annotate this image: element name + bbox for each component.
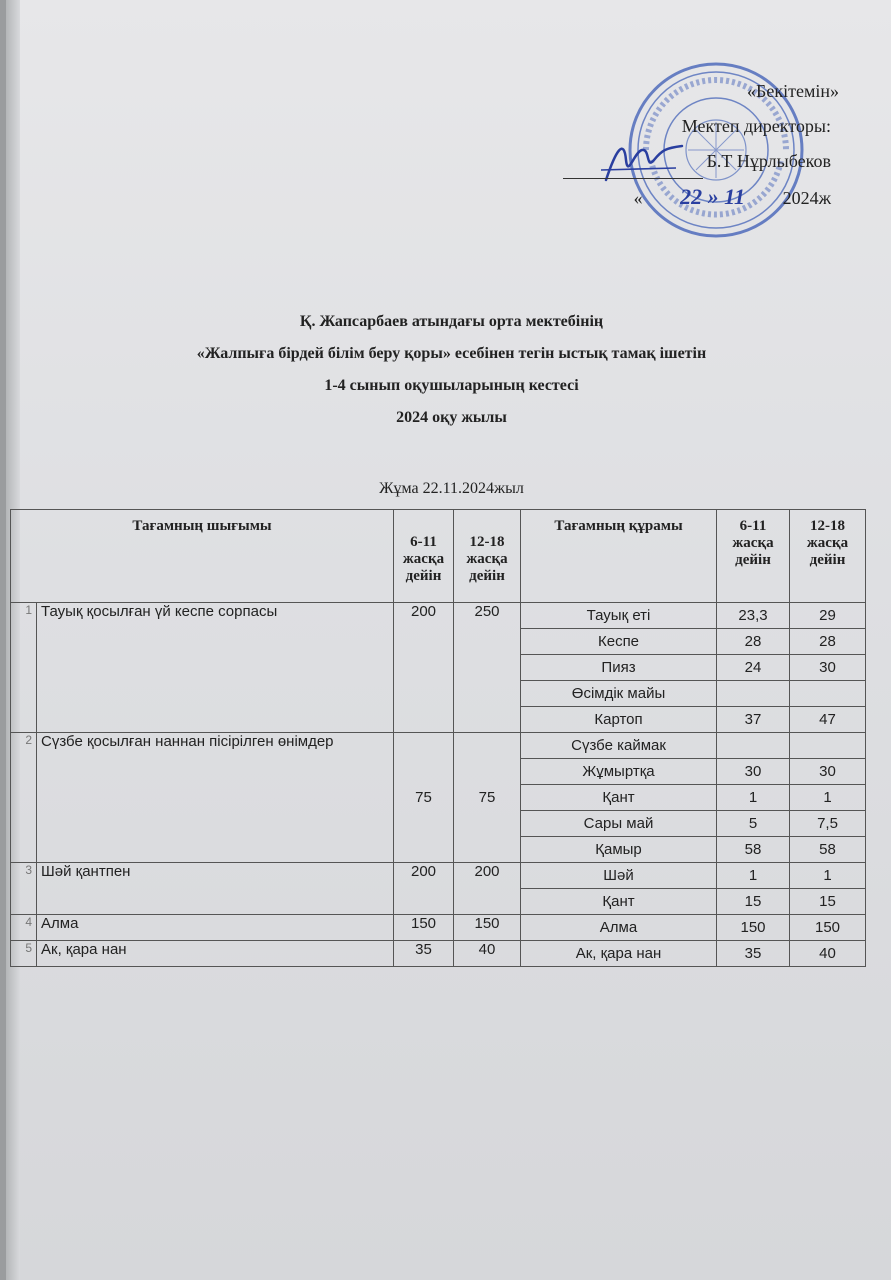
dish-amount-12-18: 75	[454, 733, 521, 863]
table-row	[11, 603, 866, 629]
ingredient-amount-12-18: 7,5	[790, 811, 866, 837]
table-row	[11, 863, 866, 889]
ingredient-amount-12-18: 1	[790, 785, 866, 811]
dish-amount-12-18: 150	[454, 915, 521, 941]
ingredient-amount-6-11	[717, 681, 790, 707]
ingredient-name: Ак, қара нан	[521, 941, 717, 967]
table-row	[11, 941, 866, 967]
dish-name: Сүзбе қосылған наннан пісірілген өнімдер	[37, 733, 394, 863]
table-row	[11, 733, 866, 759]
ingredient-amount-12-18: 15	[790, 889, 866, 915]
approval-director-name: Б.Т Нұрлыбеков	[563, 144, 831, 179]
menu-table-body	[11, 603, 866, 967]
ingredient-name: Өсімдік майы	[521, 681, 717, 707]
dish-amount-6-11: 75	[394, 733, 454, 863]
dish-name: Тауық қосылған үй кеспе сорпасы	[37, 603, 394, 733]
ingredient-amount-6-11: 1	[717, 785, 790, 811]
ingredient-name: Қант	[521, 785, 717, 811]
table-row	[11, 915, 866, 941]
row-number: 2	[11, 733, 37, 863]
dish-amount-12-18: 250	[454, 603, 521, 733]
ingredient-name: Кеспе	[521, 629, 717, 655]
ingredient-amount-6-11: 1	[717, 863, 790, 889]
ingredient-name: Тауық еті	[521, 603, 717, 629]
row-number: 4	[11, 915, 37, 941]
header-comp-12-18: 12-18 жасқа дейін	[790, 510, 866, 603]
approval-date: « 22 » 11 2024ж	[563, 179, 831, 216]
ingredient-name: Алма	[521, 915, 717, 941]
ingredient-amount-12-18: 1	[790, 863, 866, 889]
approval-title: «Бекітемін»	[747, 81, 839, 101]
ingredient-amount-6-11	[717, 733, 790, 759]
approval-position: Мектеп директоры:	[681, 116, 831, 136]
dish-name: Шәй қантпен	[37, 863, 394, 915]
handwritten-date: 22 » 11	[680, 184, 745, 209]
header-age-6-11: 6-11 жасқа дейін	[394, 510, 454, 603]
ingredient-amount-12-18: 150	[790, 915, 866, 941]
dish-amount-6-11: 200	[394, 603, 454, 733]
document-titles	[6, 306, 891, 434]
approval-block	[563, 74, 839, 216]
ingredient-amount-6-11: 58	[717, 837, 790, 863]
ingredient-amount-12-18	[790, 733, 866, 759]
header-dish-output: Тағамның шығымы	[11, 510, 394, 603]
dish-name: Алма	[37, 915, 394, 941]
ingredient-amount-12-18: 30	[790, 655, 866, 681]
dish-amount-6-11: 35	[394, 941, 454, 967]
ingredient-amount-6-11: 24	[717, 655, 790, 681]
title-school: Қ. Жапсарбаев атындағы орта мектебінің	[299, 313, 604, 330]
ingredient-name: Сүзбе каймак	[521, 733, 717, 759]
ingredient-amount-6-11: 28	[717, 629, 790, 655]
ingredient-name: Қамыр	[521, 837, 717, 863]
dish-amount-12-18: 200	[454, 863, 521, 915]
ingredient-amount-6-11: 35	[717, 941, 790, 967]
ingredient-amount-12-18: 29	[790, 603, 866, 629]
ingredient-name: Қант	[521, 889, 717, 915]
title-year: 2024 оқу жылы	[396, 409, 507, 426]
ingredient-amount-12-18: 40	[790, 941, 866, 967]
header-comp-6-11: 6-11 жасқа дейін	[717, 510, 790, 603]
ingredient-amount-12-18: 30	[790, 759, 866, 785]
ingredient-amount-6-11: 150	[717, 915, 790, 941]
title-fund: «Жалпыға бірдей білім беру қоры» есебінен тегін ыстық тамақ ішетін	[196, 345, 707, 362]
title-schedule: 1-4 сынып оқушыларының кестесі	[324, 377, 579, 394]
ingredient-amount-6-11: 37	[717, 707, 790, 733]
ingredient-amount-12-18: 47	[790, 707, 866, 733]
document-sheet	[6, 0, 891, 1280]
ingredient-name: Жұмыртқа	[521, 759, 717, 785]
menu-table	[10, 509, 866, 967]
row-number: 5	[11, 941, 37, 967]
ingredient-amount-6-11: 15	[717, 889, 790, 915]
ingredient-name: Сары май	[521, 811, 717, 837]
dish-name: Ак, қара нан	[37, 941, 394, 967]
ingredient-amount-6-11: 5	[717, 811, 790, 837]
ingredient-amount-6-11: 30	[717, 759, 790, 785]
ingredient-name: Картоп	[521, 707, 717, 733]
dish-amount-6-11: 200	[394, 863, 454, 915]
ingredient-amount-12-18: 58	[790, 837, 866, 863]
dish-amount-6-11: 150	[394, 915, 454, 941]
dish-amount-12-18: 40	[454, 941, 521, 967]
header-age-12-18: 12-18 жасқа дейін	[454, 510, 521, 603]
ingredient-amount-6-11: 23,3	[717, 603, 790, 629]
ingredient-amount-12-18: 28	[790, 629, 866, 655]
day-label: Жұма 22.11.2024жыл	[379, 480, 524, 497]
ingredient-name: Пияз	[521, 655, 717, 681]
row-number: 3	[11, 863, 37, 915]
ingredient-amount-12-18	[790, 681, 866, 707]
ingredient-name: Шәй	[521, 863, 717, 889]
row-number: 1	[11, 603, 37, 733]
header-composition: Тағамның құрамы	[521, 510, 717, 603]
